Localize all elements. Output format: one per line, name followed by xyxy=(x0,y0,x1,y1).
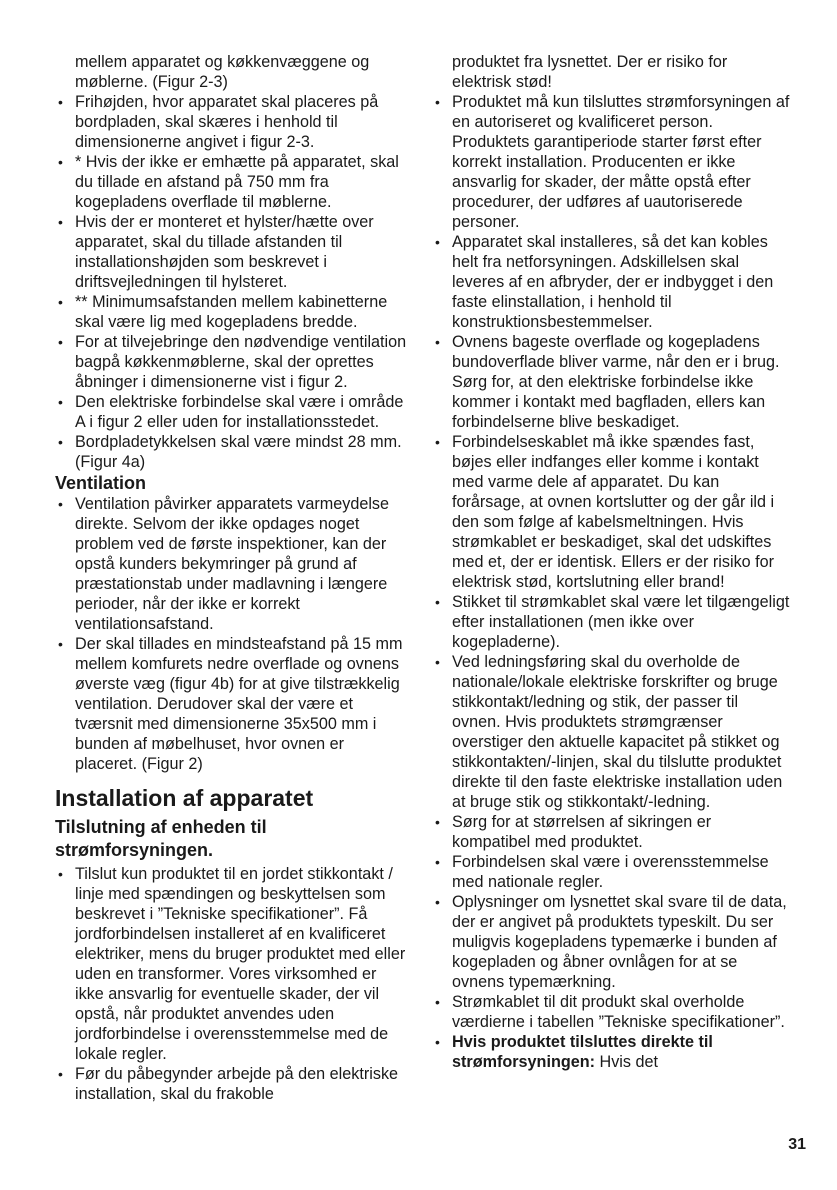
left-column xyxy=(55,52,407,1104)
safety-bullet-list xyxy=(432,92,790,1072)
list-item: • Bordpladetykkelsen skal være mindst 28 mm. (Figur 4a) xyxy=(55,432,407,472)
list-item: • ** Minimumsafstanden mellem kabinetterne skal være lig med kogepladens bredde. xyxy=(55,292,407,332)
list-item: • * Hvis der ikke er emhætte på apparatet, skal du tillade en afstand på 750 mm fra kogepladens overflade til møblerne. xyxy=(55,152,407,212)
list-item: • Sørg for at størrelsen af sikringen er kompatibel med produktet. xyxy=(432,812,790,852)
list-item: • Ventilation påvirker apparatets varmeydelse direkte. Selvom der ikke opdages noget problem ved de første inspektioner, kan der opstå kunders bekymringer på grund af præstationstab under madlavning i længere perioder, når der ikke er korrekt ventilationsafstand. xyxy=(55,494,407,634)
list-item: • Forbindelseskablet må ikke spændes fast, bøjes eller indfanges eller komme i kontakt med varme dele af apparatet. Du kan forårsage, at ovnen kortslutter og der går ild i den som følge af kabelsmeltningen. Hvis strømkablet er beskadiget, skal det udskiftes med et, der er identisk. Ellers er der risiko for elektrisk stød, kortslutning eller brand! xyxy=(432,432,790,592)
direct-connection-bold-text: Hvis produktet tilsluttes direkte til strømforsyningen: xyxy=(452,1033,713,1071)
right-column xyxy=(432,52,790,1072)
list-item: • Oplysninger om lysnettet skal svare til de data, der er angivet på produktets typeskilt. Du ser muligvis kogepladens typemærke i bunden af kogepladen og åbner ovnlågen for at se ovnens typemærkning. xyxy=(432,892,790,992)
power-bullet-list xyxy=(55,864,407,1104)
list-item: • Den elektriske forbindelse skal være i område A i figur 2 eller uden for installationsstedet. xyxy=(55,392,407,432)
page-number: 31 xyxy=(788,1136,806,1153)
list-item: • Tilslut kun produktet til en jordet stikkontakt / linje med spændingen og beskyttelsen som beskrevet i ”Tekniske specifikationer”. Få jordforbindelsen installeret af en kvalificeret elektriker, mens du bruger produktet med eller uden en transformer. Vores virksomhed er ikke ansvarlig for eventuelle skader, der vil opstå, når produktet anvendes uden jordforbindelse i overensstemmelse med de lokale regler. xyxy=(55,864,407,1064)
list-item: • Produktet må kun tilsluttes strømforsyningen af en autoriseret og kvalificeret person. Produktets garantiperiode starter først efter korrekt installation. Producenten er ikke ansvarlig for skader, der måtte opstå efter procedurer, der udføres af uautoriserede personer. xyxy=(432,92,790,232)
list-item-direct-connection xyxy=(432,1032,790,1072)
ventilation-heading: Ventilation xyxy=(55,473,147,493)
list-item: • Ved ledningsføring skal du overholde de nationale/lokale elektriske forskrifter og bruge stikkontakt/ledning og stik, der passer til ovnen. Hvis produktets strømgrænser overstiger den aktuelle kapacitet på stikket og stikkontakten/-linjen, skal du tilslutte produktet direkte til den faste elektriske installation uden at bruge stik og stikkontakt/-ledning. xyxy=(432,652,790,812)
list-item: • Stikket til strømkablet skal være let tilgængeligt efter installationen (men ikke over kogepladerne). xyxy=(432,592,790,652)
list-item: • Ovnens bageste overflade og kogepladens bundoverflade bliver varme, når den er i brug. Sørg for, at den elektriske forbindelse ikke kommer i kontakt med bagfladen, ellers kan forbindelserne blive beskadiget. xyxy=(432,332,790,432)
list-item: • Hvis der er monteret et hylster/hætte over apparatet, skal du tillade afstanden til installationshøjden som beskrevet i driftsvejledningen til hylsteret. xyxy=(55,212,407,292)
list-item: • Før du påbegynder arbejde på den elektriske installation, skal du frakoble xyxy=(55,1064,407,1104)
ventilation-bullet-list xyxy=(55,494,407,774)
list-item: • Apparatet skal installeres, så det kan kobles helt fra netforsyningen. Adskillelsen skal leveres af en afbryder, der er indbygget i den faste elinstallation, i henhold til konstruktionsbestemmelser. xyxy=(432,232,790,332)
placement-bullet-list xyxy=(55,92,407,472)
list-item: • Frihøjden, hvor apparatet skal placeres på bordpladen, skal skæres i henhold til dimensionerne angivet i figur 2-3. xyxy=(55,92,407,152)
right-continuation: produktet fra lysnettet. Der er risiko for elektrisk stød! xyxy=(452,53,728,91)
power-connection-heading: Tilslutning af enheden til strømforsyningen. xyxy=(55,817,267,860)
list-item: • Strømkablet til dit produkt skal overholde værdierne i tabellen ”Tekniske specifikationer”. xyxy=(432,992,790,1032)
list-item: • Der skal tillades en mindsteafstand på 15 mm mellem komfurets nedre overflade og ovnens øverste væg (figur 4b) for at give tilstrækkelig ventilation. Derudover skal der være et tværsnit med dimensionerne 35x500 mm i bunden af møbelhuset, hvor ovnen er placeret. (Figur 2) xyxy=(55,634,407,774)
list-item: • For at tilvejebringe den nødvendige ventilation bagpå køkkenmøblerne, skal der oprettes åbninger i dimensionerne vist i figur 2. xyxy=(55,332,407,392)
installation-heading: Installation af apparatet xyxy=(55,785,314,811)
intro-continuation: mellem apparatet og køkkenvæggene og møblerne. (Figur 2-3) xyxy=(75,53,370,91)
direct-connection-text: Hvis det xyxy=(595,1053,658,1071)
list-item: • Forbindelsen skal være i overensstemmelse med nationale regler. xyxy=(432,852,790,892)
